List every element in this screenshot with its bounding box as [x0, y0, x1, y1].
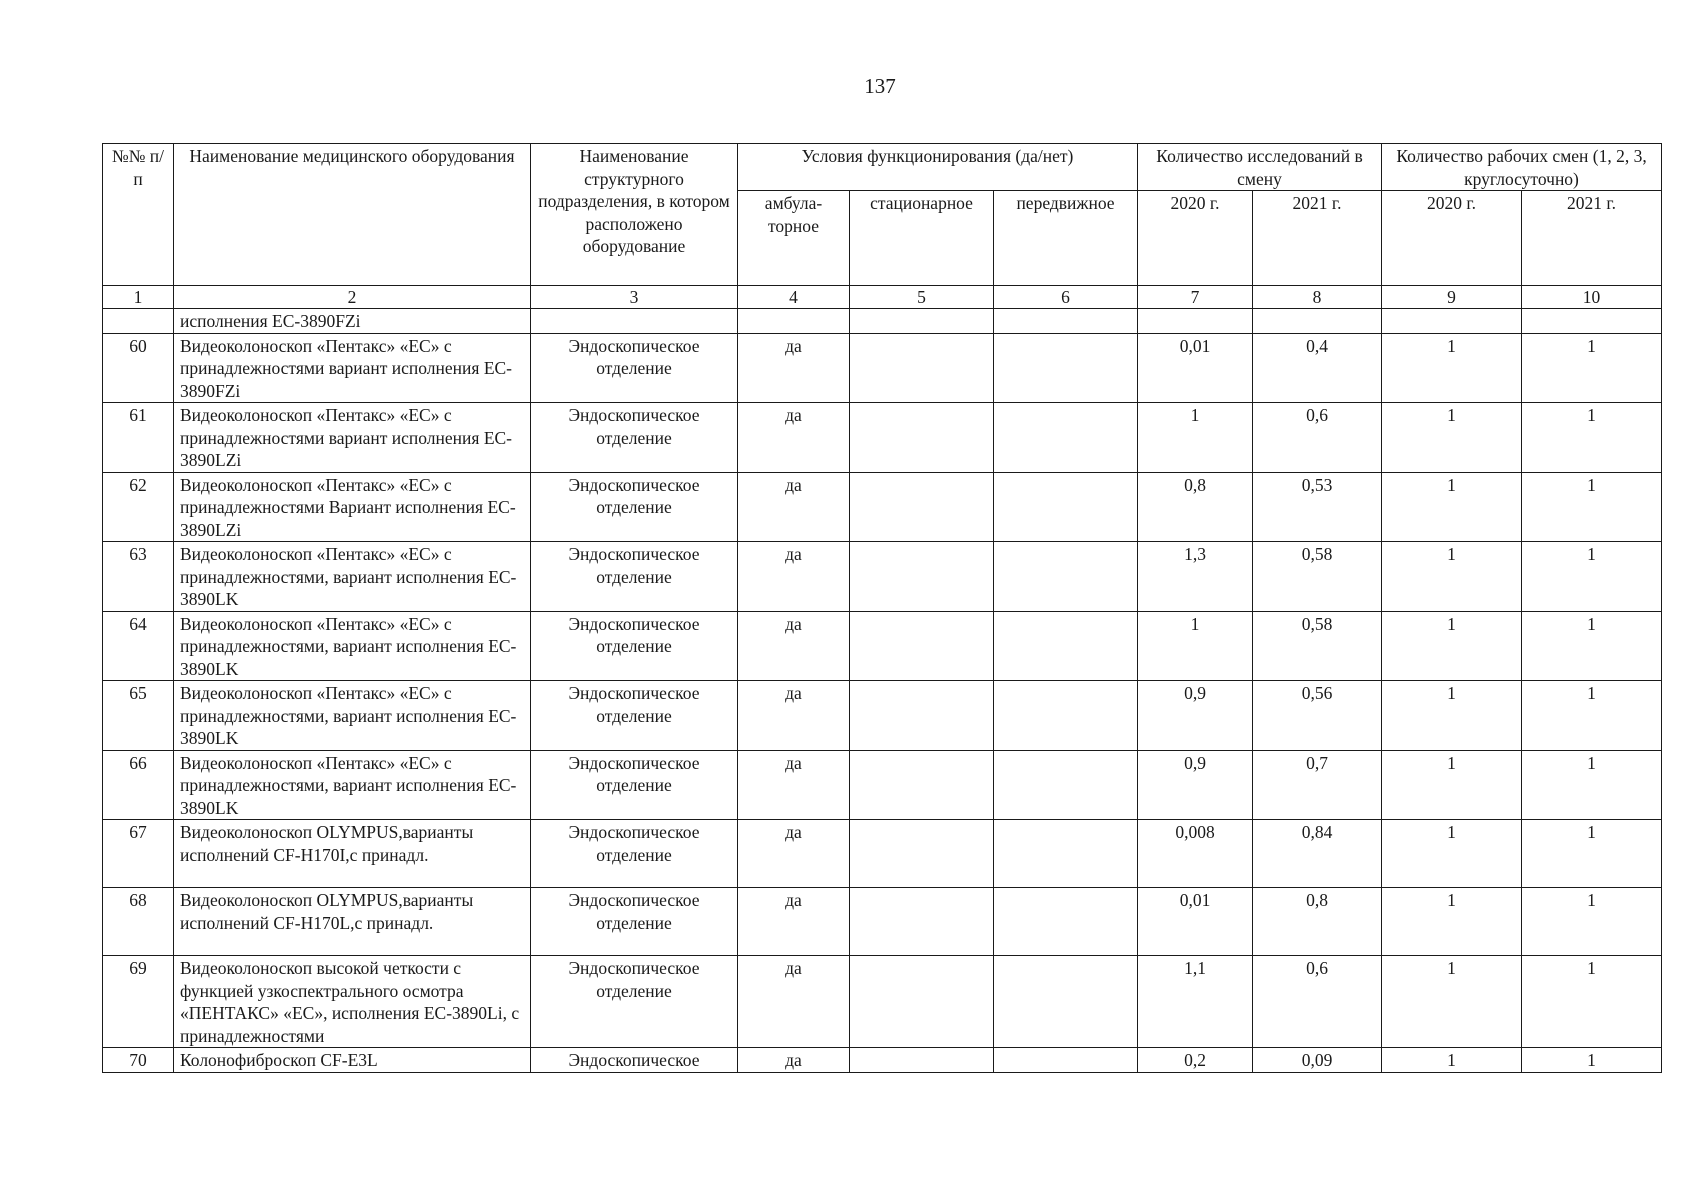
header-mobile: передвижное [994, 191, 1138, 286]
inpatient-cell [850, 333, 994, 403]
table-row [103, 542, 1662, 612]
studies-2020-cell: 0,01 [1138, 333, 1253, 403]
column-number: 6 [994, 286, 1138, 309]
studies-2020-cell: 0,8 [1138, 472, 1253, 542]
column-number-row [103, 286, 1662, 309]
equipment-name: Видеоколоноскоп «Пентакс» «ЕС» с принадлежностями вариант исполнения EC-3890LZi [174, 403, 531, 473]
department-name: Эндоскопическое отделение [531, 403, 738, 473]
studies-2021-cell: 0,58 [1253, 611, 1382, 681]
row-number: 60 [103, 333, 174, 403]
studies-2020-cell: 0,9 [1138, 681, 1253, 751]
shifts-2021-cell: 1 [1522, 472, 1662, 542]
shifts-2021-cell: 1 [1522, 681, 1662, 751]
row-number: 64 [103, 611, 174, 681]
studies-2020-cell: 1,3 [1138, 542, 1253, 612]
shifts-2021-cell: 1 [1522, 542, 1662, 612]
studies-2021-cell: 0,56 [1253, 681, 1382, 751]
column-number: 9 [1382, 286, 1522, 309]
column-number: 8 [1253, 286, 1382, 309]
continuation-text: исполнения EC-3890FZi [174, 309, 531, 334]
outpatient-cell: да [738, 956, 850, 1048]
inpatient-cell [850, 542, 994, 612]
continuation-row [103, 309, 1662, 334]
equipment-name: Видеоколоноскоп «Пентакс» «ЕС» с принадлежностями, вариант исполнения EC-3890LK [174, 611, 531, 681]
shifts-2020-cell: 1 [1382, 472, 1522, 542]
inpatient-cell [850, 403, 994, 473]
table-row [103, 956, 1662, 1048]
inpatient-cell [850, 888, 994, 956]
shifts-2021-cell: 1 [1522, 333, 1662, 403]
inpatient-cell [850, 956, 994, 1048]
equipment-name: Видеоколоноскоп «Пентакс» «ЕС» с принадлежностями Вариант исполнения EC-3890LZi [174, 472, 531, 542]
studies-2021-cell: 0,09 [1253, 1048, 1382, 1073]
row-number: 68 [103, 888, 174, 956]
shifts-2020-cell: 1 [1382, 611, 1522, 681]
mobile-cell [994, 472, 1138, 542]
inpatient-cell [850, 820, 994, 888]
outpatient-cell: да [738, 820, 850, 888]
department-name: Эндоскопическое отделение [531, 542, 738, 612]
outpatient-cell: да [738, 403, 850, 473]
department-name: Эндоскопическое отделение [531, 820, 738, 888]
header-conditions: Условия функционирования (да/нет) [738, 144, 1138, 191]
column-number: 10 [1522, 286, 1662, 309]
studies-2021-cell: 0,7 [1253, 750, 1382, 820]
shifts-2020-cell: 1 [1382, 542, 1522, 612]
department-name: Эндоскопическое отделение [531, 681, 738, 751]
table-row [103, 820, 1662, 888]
studies-2021-cell: 0,6 [1253, 403, 1382, 473]
shifts-2020-cell: 1 [1382, 750, 1522, 820]
equipment-name: Видеоколоноскоп OLYMPUS,варианты исполнений CF-H170I,с принадл. [174, 820, 531, 888]
header-studies-2021: 2021 г. [1253, 191, 1382, 286]
table-row [103, 1048, 1662, 1073]
department-name: Эндоскопическое отделение [531, 611, 738, 681]
studies-2020-cell: 1 [1138, 403, 1253, 473]
shifts-2020-cell: 1 [1382, 956, 1522, 1048]
page-number: 137 [864, 74, 896, 98]
header-row-1 [103, 144, 1662, 191]
column-number: 3 [531, 286, 738, 309]
table-row [103, 403, 1662, 473]
shifts-2020-cell: 1 [1382, 820, 1522, 888]
studies-2021-cell: 0,84 [1253, 820, 1382, 888]
inpatient-cell [850, 750, 994, 820]
studies-2020-cell: 1 [1138, 611, 1253, 681]
outpatient-cell: да [738, 750, 850, 820]
table-row [103, 750, 1662, 820]
header-num: №№ п/п [103, 144, 174, 286]
row-number: 66 [103, 750, 174, 820]
studies-2020-cell: 0,008 [1138, 820, 1253, 888]
table-row [103, 681, 1662, 751]
mobile-cell [994, 956, 1138, 1048]
mobile-cell [994, 681, 1138, 751]
shifts-2020-cell: 1 [1382, 888, 1522, 956]
shifts-2021-cell: 1 [1522, 956, 1662, 1048]
shifts-2021-cell: 1 [1522, 403, 1662, 473]
studies-2021-cell: 0,8 [1253, 888, 1382, 956]
shifts-2021-cell: 1 [1522, 750, 1662, 820]
studies-2020-cell: 0,01 [1138, 888, 1253, 956]
studies-2020-cell: 1,1 [1138, 956, 1253, 1048]
studies-2021-cell: 0,58 [1253, 542, 1382, 612]
inpatient-cell [850, 472, 994, 542]
shifts-2020-cell: 1 [1382, 1048, 1522, 1073]
header-outpatient: амбула-торное [738, 191, 850, 286]
equipment-name: Колонофиброскоп CF-E3L [174, 1048, 531, 1073]
department-name: Эндоскопическое [531, 1048, 738, 1073]
outpatient-cell: да [738, 333, 850, 403]
equipment-name: Видеоколоноскоп «Пентакс» «ЕС» с принадлежностями вариант исполнения EC-3890FZi [174, 333, 531, 403]
department-name: Эндоскопическое отделение [531, 888, 738, 956]
department-name: Эндоскопическое отделение [531, 956, 738, 1048]
equipment-table [102, 143, 1662, 1073]
mobile-cell [994, 542, 1138, 612]
outpatient-cell: да [738, 681, 850, 751]
department-name: Эндоскопическое отделение [531, 333, 738, 403]
studies-2020-cell: 0,2 [1138, 1048, 1253, 1073]
column-number: 4 [738, 286, 850, 309]
shifts-2021-cell: 1 [1522, 820, 1662, 888]
table-row [103, 472, 1662, 542]
shifts-2020-cell: 1 [1382, 681, 1522, 751]
row-number: 70 [103, 1048, 174, 1073]
mobile-cell [994, 888, 1138, 956]
row-number: 67 [103, 820, 174, 888]
row-number: 69 [103, 956, 174, 1048]
shifts-2021-cell: 1 [1522, 888, 1662, 956]
equipment-name: Видеоколоноскоп «Пентакс» «ЕС» с принадлежностями, вариант исполнения EC-3890LK [174, 681, 531, 751]
column-number: 2 [174, 286, 531, 309]
row-number: 65 [103, 681, 174, 751]
header-shifts-2020: 2020 г. [1382, 191, 1522, 286]
column-number: 5 [850, 286, 994, 309]
equipment-name: Видеоколоноскоп «Пентакс» «ЕС» с принадлежностями, вариант исполнения EC-3890LK [174, 542, 531, 612]
inpatient-cell [850, 611, 994, 681]
table-row [103, 333, 1662, 403]
table-row [103, 611, 1662, 681]
outpatient-cell: да [738, 472, 850, 542]
inpatient-cell [850, 1048, 994, 1073]
outpatient-cell: да [738, 1048, 850, 1073]
header-studies-2020: 2020 г. [1138, 191, 1253, 286]
header-department: Наименование структурного подразделения, в котором расположено оборудование [531, 144, 738, 286]
mobile-cell [994, 333, 1138, 403]
equipment-name: Видеоколоноскоп «Пентакс» «ЕС» с принадлежностями, вариант исполнения EC-3890LK [174, 750, 531, 820]
shifts-2021-cell: 1 [1522, 611, 1662, 681]
shifts-2020-cell: 1 [1382, 333, 1522, 403]
shifts-2021-cell: 1 [1522, 1048, 1662, 1073]
department-name: Эндоскопическое отделение [531, 472, 738, 542]
studies-2021-cell: 0,6 [1253, 956, 1382, 1048]
studies-2020-cell: 0,9 [1138, 750, 1253, 820]
header-studies-per-shift: Количество исследований в смену [1138, 144, 1382, 191]
outpatient-cell: да [738, 611, 850, 681]
table-row [103, 888, 1662, 956]
equipment-name: Видеоколоноскоп высокой четкости с функцией узкоспектрального осмотра «ПЕНТАКС» «ЕС», исполнения EC-3890Li, с принадлежностями [174, 956, 531, 1048]
mobile-cell [994, 1048, 1138, 1073]
mobile-cell [994, 820, 1138, 888]
column-number: 7 [1138, 286, 1253, 309]
header-work-shifts: Количество рабочих смен (1, 2, 3, круглосуточно) [1382, 144, 1662, 191]
mobile-cell [994, 750, 1138, 820]
row-number: 62 [103, 472, 174, 542]
studies-2021-cell: 0,4 [1253, 333, 1382, 403]
row-number: 63 [103, 542, 174, 612]
mobile-cell [994, 611, 1138, 681]
column-number: 1 [103, 286, 174, 309]
outpatient-cell: да [738, 542, 850, 612]
department-name: Эндоскопическое отделение [531, 750, 738, 820]
studies-2021-cell: 0,53 [1253, 472, 1382, 542]
header-equipment-name: Наименование медицинского оборудования [174, 144, 531, 286]
inpatient-cell [850, 681, 994, 751]
equipment-name: Видеоколоноскоп OLYMPUS,варианты исполнений CF-H170L,с принадл. [174, 888, 531, 956]
row-number: 61 [103, 403, 174, 473]
shifts-2020-cell: 1 [1382, 403, 1522, 473]
mobile-cell [994, 403, 1138, 473]
header-inpatient: стационарное [850, 191, 994, 286]
outpatient-cell: да [738, 888, 850, 956]
header-shifts-2021: 2021 г. [1522, 191, 1662, 286]
